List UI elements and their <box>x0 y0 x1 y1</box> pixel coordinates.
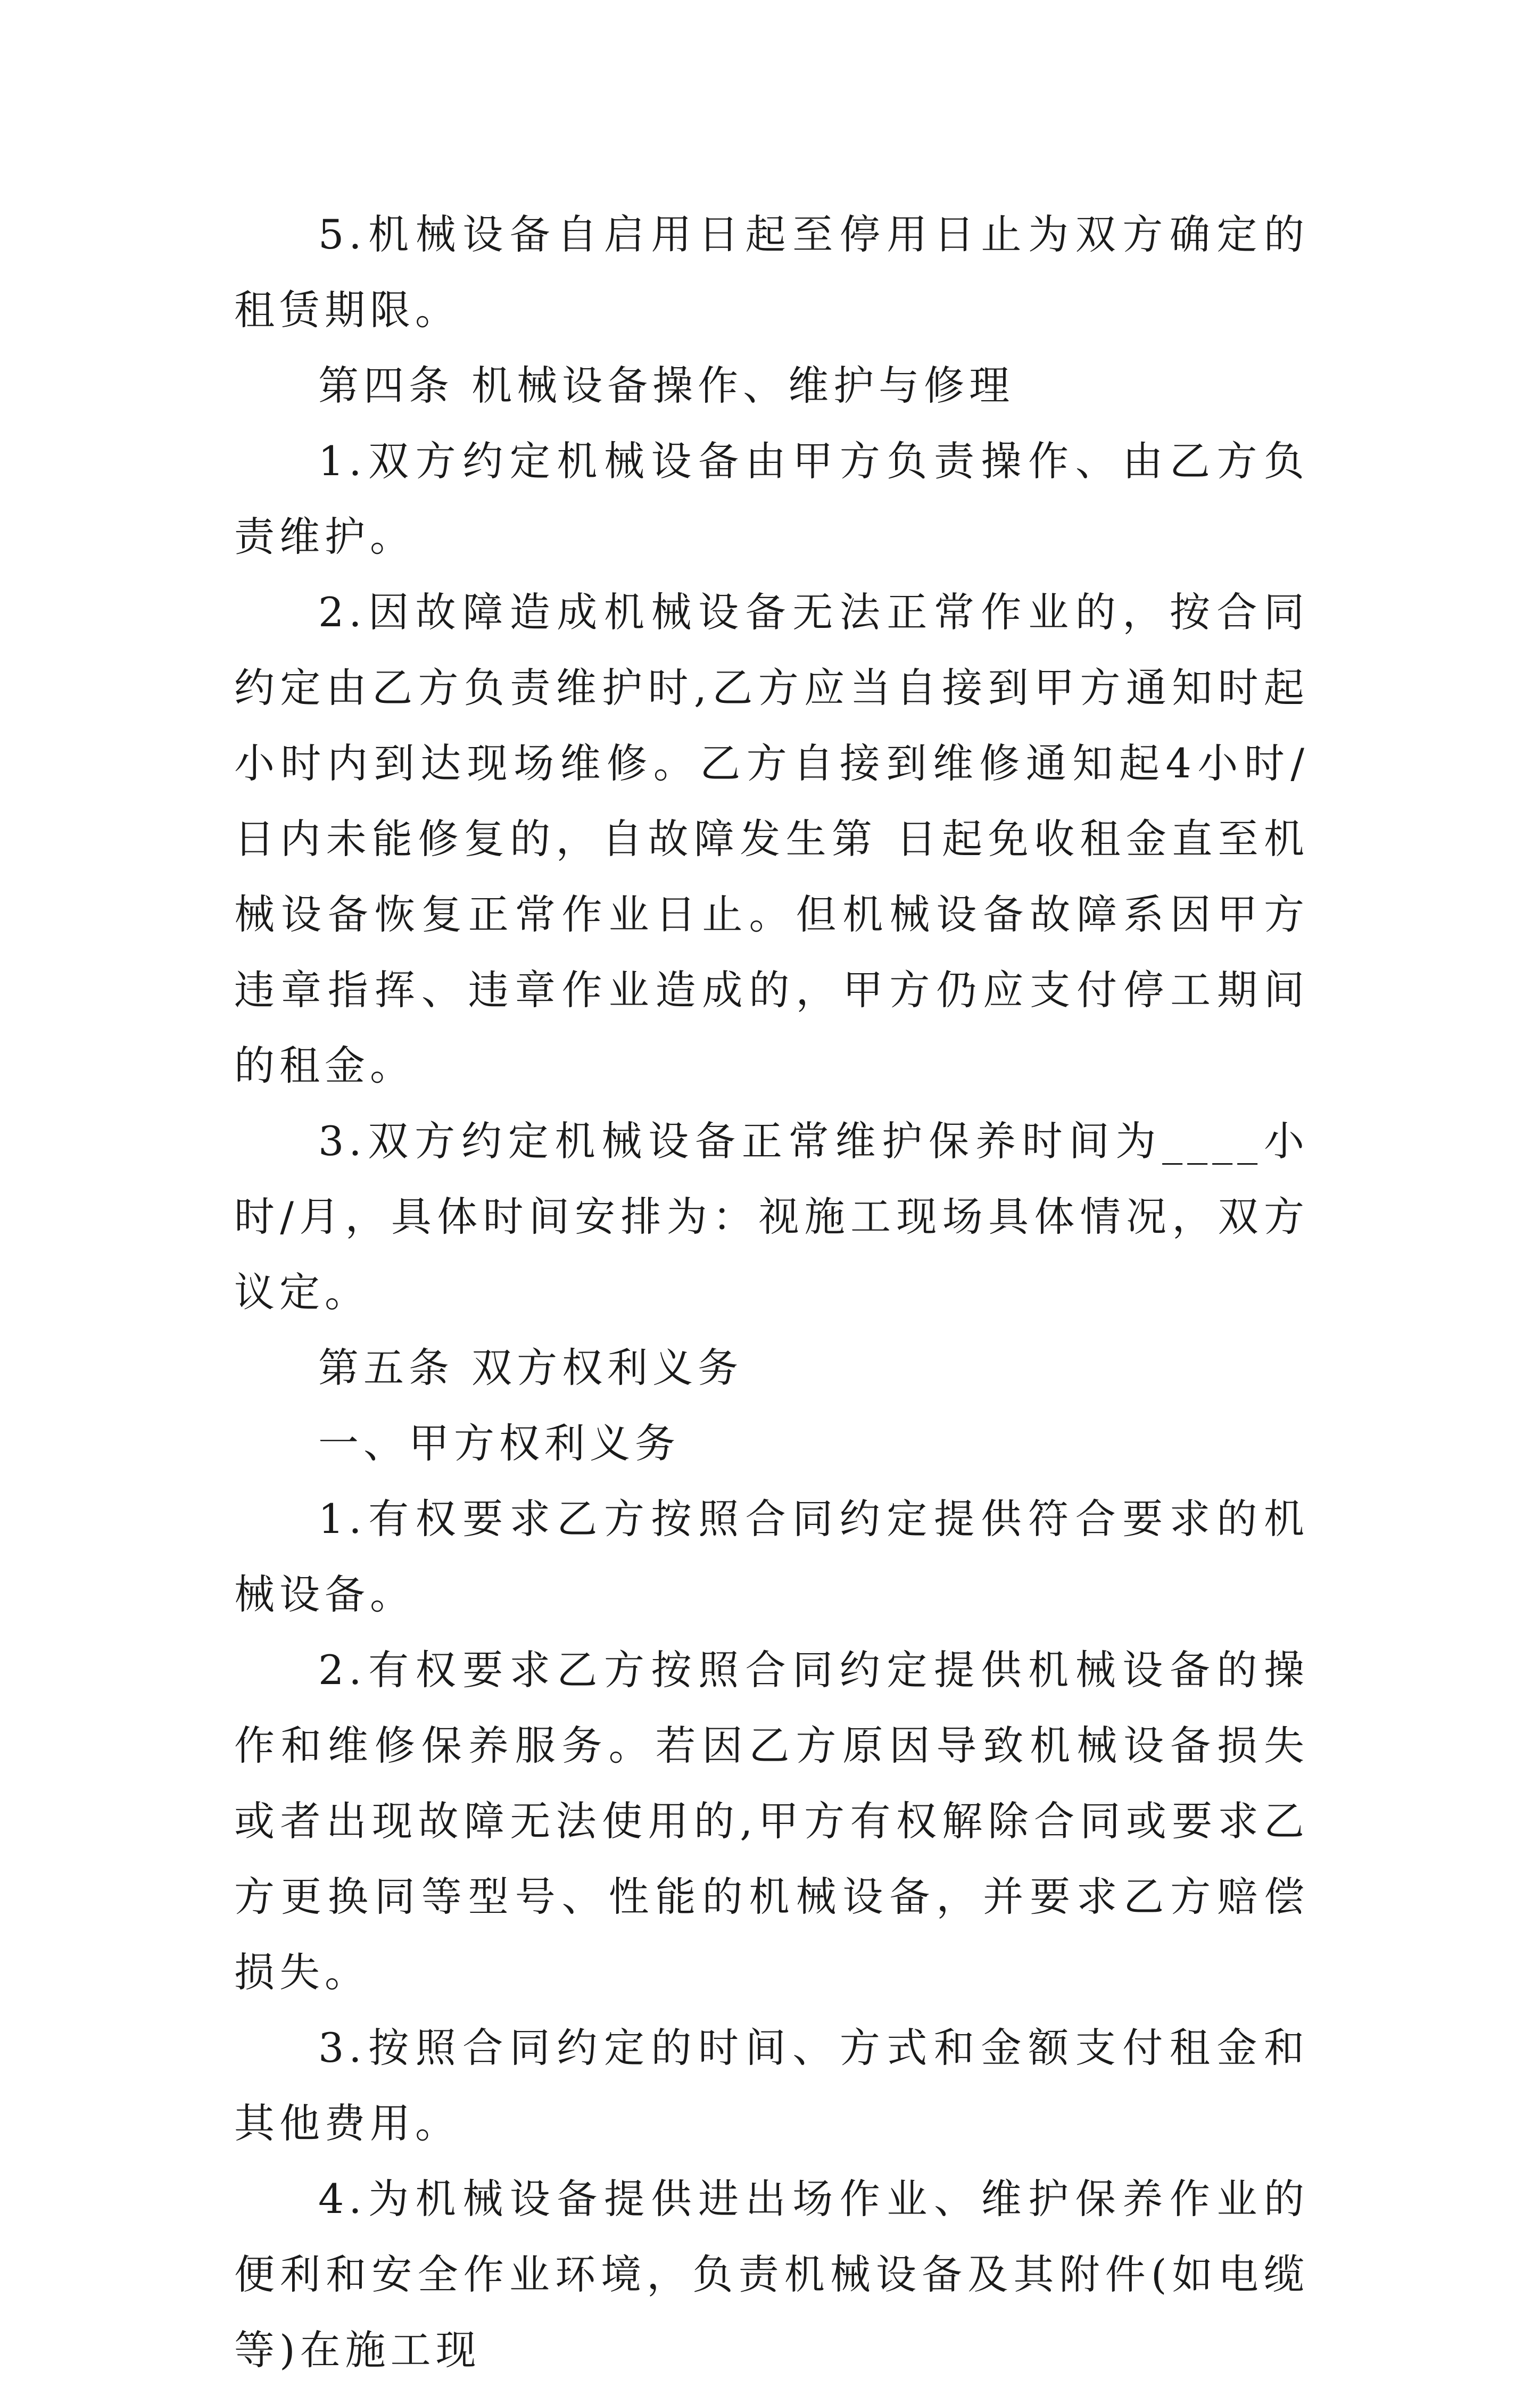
document-body <box>234 197 1309 2388</box>
party-a-item-1: 1.有权要求乙方按照合同约定提供符合要求的机械设备。 <box>234 1495 1309 1618</box>
clause-4-item-3: 3.双方约定机械设备正常维护保养时间为____小时/月，具体时间安排为：视施工现场具体情况，双方议定。 <box>234 1117 1309 1316</box>
party-a-item-3: 3.按照合同约定的时间、方式和金额支付租金和其他费用。 <box>234 2024 1309 2147</box>
article-5-heading: 第五条 双方权利义务 <box>318 1344 743 1391</box>
party-a-rights-heading: 一、甲方权利义务 <box>318 1420 680 1467</box>
clause-3-item-5: 5.机械设备自启用日起至停用日止为双方确定的租赁期限。 <box>234 211 1309 334</box>
party-a-item-4: 4.为机械设备提供进出场作业、维护保养作业的便利和安全作业环境，负责机械设备及其附件(如电缆等)在施工现 <box>234 2175 1309 2374</box>
article-4-heading: 第四条 机械设备操作、维护与修理 <box>318 362 1015 409</box>
party-a-item-2: 2.有权要求乙方按照合同约定提供机械设备的操作和维修保养服务。若因乙方原因导致机械设备损失或者出现故障无法使用的,甲方有权解除合同或要求乙方更换同等型号、性能的机械设备，并要求乙方赔偿损失。 <box>234 1646 1309 1996</box>
clause-4-item-1: 1.双方约定机械设备由甲方负责操作、由乙方负责维护。 <box>234 437 1309 560</box>
clause-4-item-2: 2.因故障造成机械设备无法正常作业的，按合同约定由乙方负责维护时,乙方应当自接到甲方通知时起 小时内到达现场维修。乙方自接到维修通知起4小时/日内未能修复的，自故障发生第 日起免收租金直至机械设备恢复正常作业日止。但机械设备故障系因甲方违章指挥、违章作业造成的，甲方仍应支付停工期间的租金。 <box>234 588 1309 1089</box>
